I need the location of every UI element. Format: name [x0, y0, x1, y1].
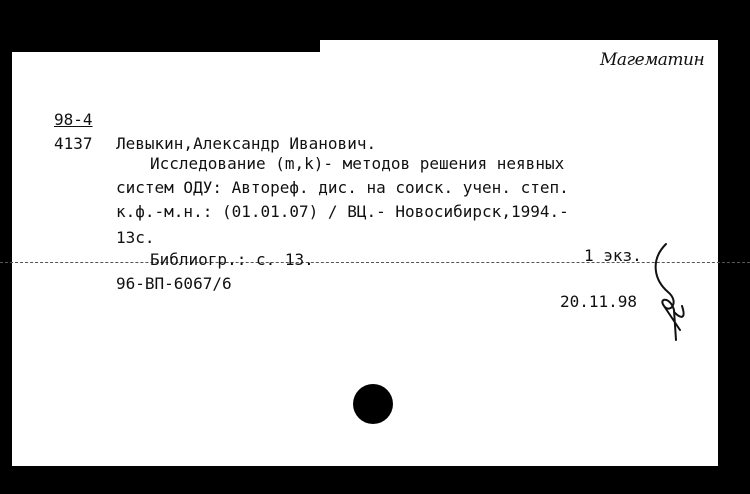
copies-count: 1 экз. [584, 246, 642, 265]
inventory-number: 96-ВП-6067/6 [116, 274, 232, 293]
author-heading: Левыкин,Александр Иванович. [116, 134, 377, 153]
title-line-4: 13с. [116, 228, 155, 247]
call-number-top: 98-4 [54, 110, 93, 129]
handwritten-note: Магематин [600, 50, 705, 70]
call-number-bottom: 4137 [54, 134, 93, 153]
title-line-1: Исследование (m,k)- методов решения неявных [150, 154, 565, 173]
bibliography-note: Библиогр.: с. 13. [150, 250, 314, 269]
title-line-2: систем ОДУ: Автореф. дис. на соиск. учен. степ. [116, 178, 569, 197]
date-stamp: 20.11.98 [560, 292, 638, 311]
title-line-3: к.ф.-м.н.: (01.01.07) / ВЦ.- Новосибирск,1994.- [116, 202, 569, 221]
card-punch-hole [353, 384, 393, 424]
handwritten-signature [640, 240, 700, 350]
